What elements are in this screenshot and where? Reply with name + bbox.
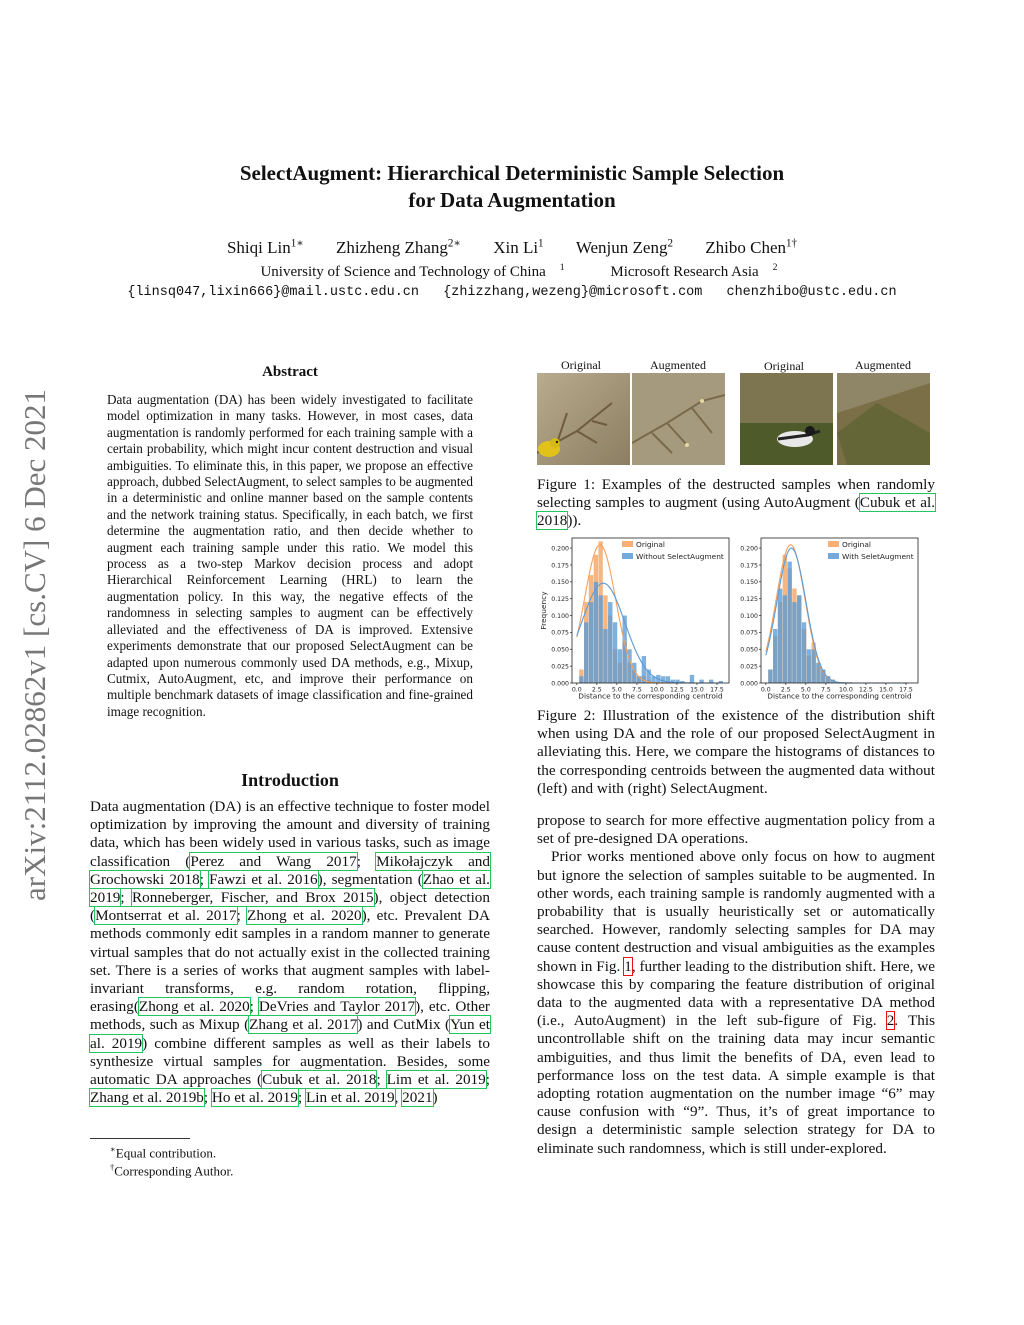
histogram-bar: [773, 629, 777, 683]
y-tick-label: 0.025: [740, 663, 758, 671]
y-tick-label: 0.050: [740, 646, 758, 654]
citation-link[interactable]: Zhao et al. 2019: [90, 870, 490, 907]
x-tick-label: 17.5: [710, 686, 724, 694]
citation-link[interactable]: Ho et al. 2019: [211, 1089, 298, 1107]
arxiv-id: arXiv:2112.02862v1 [cs.CV] 6 Dec 2021: [17, 389, 53, 901]
bird-original-photo: [537, 373, 630, 465]
legend-swatch: [828, 553, 839, 559]
legend-label: With SeletAugment: [842, 552, 914, 561]
citation-link[interactable]: Ronneberger, Fischer, and Brox 2015: [132, 889, 374, 907]
footnote-rule: [90, 1138, 190, 1139]
histogram-bar: [608, 602, 612, 683]
citation-link[interactable]: Yun et al. 2019: [90, 1016, 490, 1052]
citation-link[interactable]: 2021: [402, 1089, 433, 1107]
legend-swatch: [828, 541, 839, 547]
x-tick-label: 12.5: [859, 686, 873, 694]
histogram-bar: [618, 649, 622, 683]
histogram-bar: [613, 622, 617, 683]
photo-label: Augmented: [855, 358, 911, 372]
x-tick-label: 7.5: [820, 686, 831, 694]
figure-2-caption: Figure 2: Illustration of the existence of the distribution shift when using DA and the role of our proposed SelectAugment in alleviating this. Here, we compare the histograms of distances to the corresponding centroids between the augmented data without (left) and with (right) SelectAugment.: [537, 707, 935, 797]
introduction-text: Data augmentation (DA) is an effective technique to foster model optimization by improving the amount and diversity of training data, which has been widely used in various tasks, such as image classification (Perez and Wang 2017; Mikołajczyk and Grochowski 2018; Fawzi et al. 2016), segmentation (Zhao et al. 2019; Ronneberger, Fischer, and Brox 2015), object detection (Montserrat et al. 2017; Zhong et al. 2020), etc. Prevalent DA methods commonly edit samples in a random manner to generate virtual samples that do not actually exist in the collected training set. There is a series of works that augment samples with label-invariant transforms, e.g. random rotation, flipping, erasing(Zhong et al. 2020; DeVries and Taylor 2017), etc. Other methods, such as Mixup (Zhang et al. 2017) and CutMix (Yun et al. 2019) combine different samples as well as their labels to synthesize virtual samples for augmentation. Besides, some automatic DA approaches (Cubuk et al. 2018; Lim et al. 2019; Zhang et al. 2019b; Ho et al. 2019; Lin et al. 2019, 2021): [90, 798, 490, 1107]
footnote: †Corresponding Author.: [110, 1162, 234, 1179]
footnote: ∗Equal contribution.: [110, 1144, 217, 1161]
x-tick-label: 2.5: [780, 686, 791, 694]
title-line-1: SelectAugment: Hierarchical Deterministic Sample Selection: [239, 161, 785, 185]
legend-swatch: [622, 553, 633, 559]
figure-1: [537, 356, 937, 468]
y-tick-label: 0.075: [740, 629, 758, 637]
paper-title: [0, 160, 1024, 214]
y-tick-label: 0.200: [740, 545, 758, 553]
histogram-bar: [792, 602, 796, 683]
bird-augmented-photo: [632, 373, 725, 465]
figure-2: [530, 533, 930, 703]
histogram-bar: [811, 649, 815, 683]
citation-link[interactable]: DeVries and Taylor 2017: [258, 998, 416, 1016]
y-tick-label: 0.025: [551, 663, 569, 671]
paragraph: propose to search for more effective augmentation policy from a set of pre-designed DA operations.: [537, 812, 935, 848]
citation-link[interactable]: Fawzi et al. 2016: [209, 870, 318, 888]
histogram-bar: [661, 676, 665, 683]
y-tick-label: 0.150: [551, 579, 569, 587]
citation-link[interactable]: Zhong et al. 2020: [138, 998, 250, 1016]
y-tick-label: 0.050: [551, 646, 569, 654]
x-tick-label: 17.5: [899, 686, 913, 694]
histogram-bar: [584, 622, 588, 683]
citation-link[interactable]: Cubuk et al. 2018: [537, 494, 935, 530]
y-tick-label: 0.175: [551, 562, 569, 570]
y-tick-label: 0.000: [551, 680, 569, 688]
citation-link[interactable]: Lim et al. 2019: [386, 1071, 486, 1089]
x-tick-label: 12.5: [670, 686, 684, 694]
legend-swatch: [622, 541, 633, 547]
x-tick-label: 10.0: [650, 686, 664, 694]
y-tick-label: 0.200: [551, 545, 569, 553]
x-tick-label: 5.0: [611, 686, 622, 694]
legend-label: Original: [636, 540, 665, 549]
histogram-bar: [807, 649, 811, 683]
density-curve: [766, 548, 909, 683]
y-tick-label: 0.100: [740, 612, 758, 620]
right-column-text: [537, 812, 935, 1158]
density-curve: [577, 583, 720, 683]
histogram-bar: [802, 622, 806, 683]
histogram-bar: [598, 595, 602, 683]
citation-link[interactable]: Zhang et al. 2019b: [90, 1089, 204, 1107]
photo-label: Original: [764, 359, 804, 373]
y-axis-label: Frequency: [539, 591, 548, 630]
email: {linsq047,lixin666}@mail.ustc.edu.cn: [127, 285, 420, 300]
arxiv-stamp: [0, 360, 70, 930]
figure-1-caption: Figure 1: Examples of the destructed samples when randomly selecting samples to augment (using AutoAugment (Cubuk et al. 2018)).: [537, 476, 935, 530]
histogram-bar: [797, 595, 801, 683]
x-tick-label: 5.0: [800, 686, 811, 694]
x-tick-label: 0.0: [571, 686, 582, 694]
x-tick-label: 10.0: [839, 686, 853, 694]
histogram-bar: [690, 675, 694, 683]
legend-label: Without SelectAugment: [636, 552, 724, 561]
affiliation: University of Science and Technology of China $^1$: [260, 262, 565, 280]
seabird-original-photo: [740, 373, 833, 465]
author: Zhibo Chen$^{1\dagger}$: [705, 237, 798, 257]
y-tick-label: 0.000: [740, 680, 758, 688]
citation-link[interactable]: Zhong et al. 2020: [247, 907, 362, 925]
author-list: [0, 236, 1024, 258]
histogram-with-selectaugment: [740, 538, 918, 701]
x-axis-label: Distance to the corresponding centroid: [578, 691, 723, 701]
y-tick-label: 0.125: [740, 595, 758, 603]
x-tick-label: 7.5: [631, 686, 642, 694]
author: Shiqi Lin$^{1∗}$: [226, 237, 304, 257]
title-line-2: for Data Augmentation: [408, 188, 616, 212]
histogram-bar: [603, 629, 607, 683]
citation-link[interactable]: Cubuk et al. 2018: [262, 1071, 377, 1089]
introduction-heading: Introduction: [241, 770, 339, 790]
y-tick-label: 0.175: [740, 562, 758, 570]
histogram-bar: [783, 595, 787, 683]
abstract-heading: Abstract: [262, 364, 318, 380]
x-tick-label: 15.0: [690, 686, 704, 694]
histogram-bar: [787, 562, 791, 683]
figure-ref-link[interactable]: 2: [886, 1012, 895, 1030]
citation-link[interactable]: Mikołajczyk and Grochowski 2018: [90, 852, 490, 888]
x-tick-label: 0.0: [760, 686, 771, 694]
x-tick-label: 15.0: [879, 686, 893, 694]
photo-label: Original: [561, 358, 601, 372]
y-tick-label: 0.125: [551, 595, 569, 603]
email: chenzhibo@ustc.edu.cn: [726, 285, 897, 300]
histogram-bar: [768, 670, 772, 683]
histogram-bar: [579, 676, 583, 683]
citation-link[interactable]: Perez and Wang 2017: [190, 852, 357, 870]
author: Zhizheng Zhang$^{2∗}$: [336, 237, 461, 257]
email: {zhizzhang,wezeng}@microsoft.com: [443, 285, 703, 300]
affiliation: Microsoft Research Asia $^2$: [610, 262, 778, 280]
citation-link[interactable]: Lin et al. 2019: [306, 1089, 395, 1107]
y-tick-label: 0.100: [551, 612, 569, 620]
affiliations: [0, 262, 1024, 281]
histogram-bar: [589, 602, 593, 683]
citation-link[interactable]: Zhang et al. 2017: [249, 1016, 358, 1034]
paragraph: Prior works mentioned above only focus on how to augment but ignore the selection of samples suitable to be augmented. In other words, each training sample is randomly augmented with a probability that is usually heuristically set or automatically searched. However, randomly selecting samples for DA may cause content destruction and visual ambiguities as the examples shown in Fig. 1, further leading to the distribution shift. Here, we showcase this by comparing the feature distribution of original data to the augmented data with a representative DA method (i.e., AutoAugment) in the left sub-figure of Fig. 2. This uncontrollable shift on the training data may incur semantic ambiguities, and thus limit the benefits of DA, even lead to performance loss on the test data. A simple example is that adopting rotation augmentation on the number image “6” may cause confusion with “9”. Thus, it’s of great importance to design a deterministic sample selection strategy for DA to eliminate such randomness, which is still under-explored.: [537, 848, 935, 1157]
author: Wenjun Zeng$^2$: [575, 237, 673, 257]
legend-label: Original: [842, 540, 871, 549]
x-tick-label: 2.5: [591, 686, 602, 694]
density-curve: [577, 545, 720, 683]
density-curve: [766, 545, 909, 683]
y-tick-label: 0.150: [740, 579, 758, 587]
author: Xin Li$^1$: [493, 237, 544, 257]
citation-link[interactable]: Montserrat et al. 2017: [95, 907, 237, 925]
histogram-without-selectaugment: [539, 538, 729, 701]
histogram-bar: [594, 582, 598, 683]
histogram-bar: [778, 589, 782, 683]
x-axis-label: Distance to the corresponding centroid: [767, 691, 912, 701]
figure-ref-link[interactable]: 1: [624, 957, 632, 975]
y-tick-label: 0.075: [551, 629, 569, 637]
seabird-augmented-photo: [837, 373, 930, 465]
photo-label: Augmented: [650, 358, 706, 372]
abstract-text: Data augmentation (DA) has been widely investigated to facilitate model optimization in many tasks. However, in most cases, data augmentation is randomly performed for each training sample with a certain probability, which might incur content destruction and visual ambiguities. To eliminate this, in this paper, we propose an effective approach, dubbed SelectAugment, to select samples to be augmented in a deterministic and online manner based on the sample contents and the network training status. Specifically, in each batch, we first determine the augmentation ratio, and then decide whether to augment each training sample under this ratio. We model this process as a two-step Markov decision process and adopt Hierarchical Reinforcement Learning (HRL) to learn the augmentation policy. In this way, the negative effects of the randomness in selecting samples to augment can be effectively alleviated and the effectiveness of DA is improved. Extensive experiments demonstrate that our proposed SelectAugment can be adapted upon numerous commonly used DA methods, e.g., Mixup, Cutmix, AutoAugment, etc, and improve their performance on multiple benchmark datasets of image classification and fine-grained image recognition.: [107, 392, 473, 719]
emails: [0, 285, 1024, 300]
